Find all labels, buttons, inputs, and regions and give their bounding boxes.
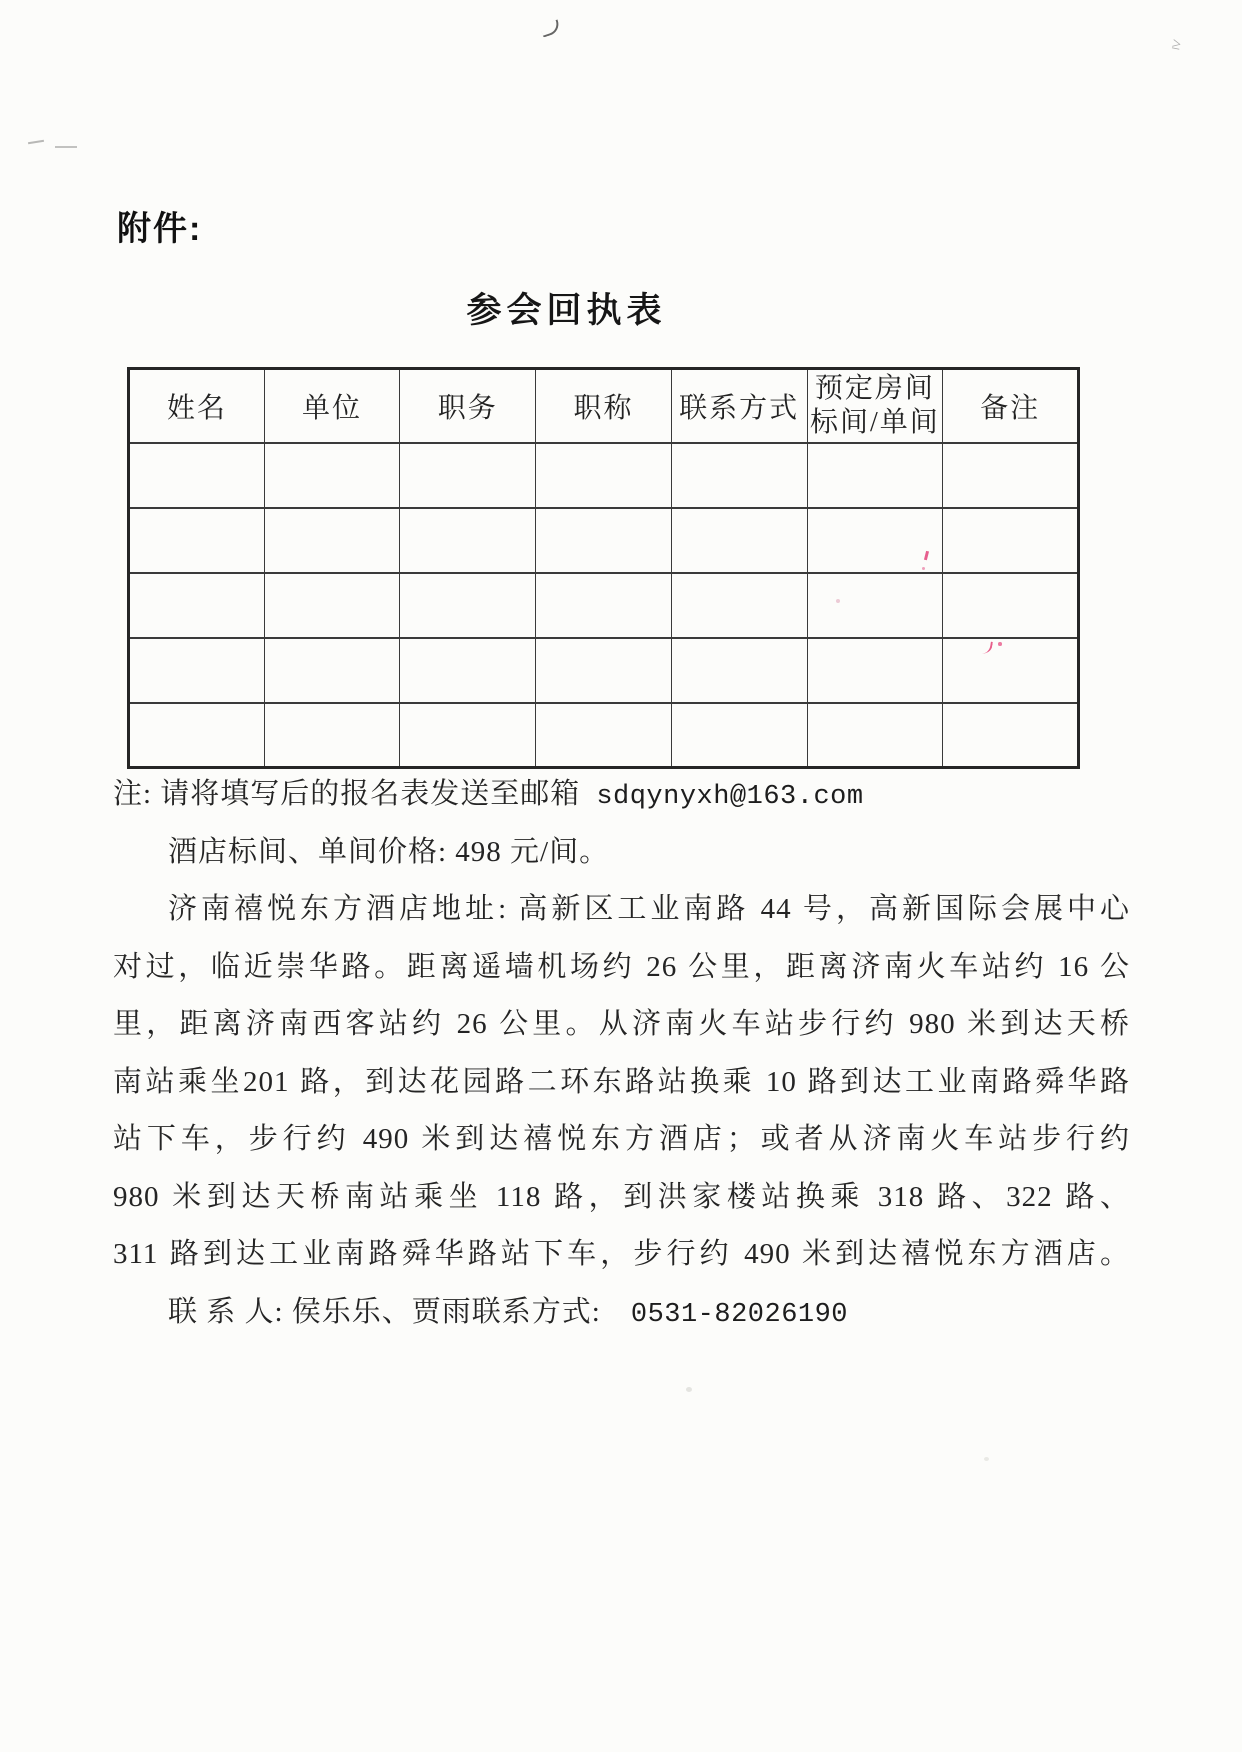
address-line-5: 站下车，步行约 490 米到达禧悦东方酒店；或者从济南火车站步行约 bbox=[113, 1123, 1130, 1155]
address-line-4: 南站乘坐201 路，到达花园路二环东路站换乘 10 路到达工业南路舜华路 bbox=[113, 1065, 1130, 1098]
empty-cell bbox=[129, 573, 265, 638]
header-cell-job-title: 职称 bbox=[536, 369, 672, 443]
empty-cell bbox=[400, 573, 536, 638]
empty-cell bbox=[536, 703, 672, 768]
empty-cell bbox=[400, 443, 536, 508]
address-line-6: 980 米到达天桥南站乘坐 118 路，到洪家楼站换乘 318 路、322 路、 bbox=[113, 1180, 1130, 1213]
contact-line bbox=[113, 1284, 1130, 1342]
reply-table bbox=[127, 367, 1080, 769]
empty-cell bbox=[943, 443, 1079, 508]
address-line-2: 对过，临近崇华路。距离遥墙机场约 26 公里，距离济南火车站约 16 公 bbox=[113, 950, 1130, 983]
header-cell-name: 姓名 bbox=[129, 369, 265, 443]
empty-cell bbox=[400, 638, 536, 703]
header-cell-remarks: 备注 bbox=[943, 369, 1079, 443]
empty-cell bbox=[400, 508, 536, 573]
header-cell-unit: 单位 bbox=[264, 369, 400, 443]
email-address: sdqynyxh@163.com bbox=[596, 782, 864, 812]
scan-artifact-smudge bbox=[984, 1457, 989, 1461]
address-line-3: 里，距离济南西客站约 26 公里。从济南火车站步行约 980 米到达天桥 bbox=[113, 1008, 1130, 1040]
empty-cell bbox=[536, 508, 672, 573]
empty-cell bbox=[264, 703, 400, 768]
address-line-1: 济南禧悦东方酒店地址: 高新区工业南路 44 号，高新国际会展中心 bbox=[168, 893, 1130, 925]
header-cell-room bbox=[807, 369, 943, 443]
empty-cell bbox=[671, 573, 807, 638]
room-header-line-2: 标间/单间 bbox=[809, 406, 940, 438]
header-cell-contact: 联系方式 bbox=[671, 369, 807, 443]
empty-cell bbox=[536, 573, 672, 638]
empty-cell bbox=[807, 443, 943, 508]
empty-cell bbox=[129, 638, 265, 703]
attachment-label: 附件: bbox=[117, 210, 203, 248]
reply-table-header bbox=[129, 369, 1079, 443]
scan-artifact-dash bbox=[55, 146, 77, 148]
empty-cell bbox=[671, 703, 807, 768]
empty-cell bbox=[943, 573, 1079, 638]
scan-artifact-dash bbox=[28, 140, 44, 144]
empty-cell bbox=[671, 508, 807, 573]
empty-cell bbox=[264, 638, 400, 703]
empty-cell bbox=[807, 638, 943, 703]
scan-artifact-pink-mark bbox=[922, 567, 925, 570]
scan-artifact-corner-mark: ≥ bbox=[1170, 35, 1183, 54]
empty-row bbox=[129, 638, 1079, 703]
empty-cell bbox=[807, 508, 943, 573]
empty-cell bbox=[536, 443, 672, 508]
price-note-line: 酒店标间、单间价格: 498 元/间。 bbox=[168, 835, 610, 868]
empty-cell bbox=[264, 508, 400, 573]
header-cell-position: 职务 bbox=[400, 369, 536, 443]
empty-cell bbox=[129, 703, 265, 768]
empty-cell bbox=[943, 638, 1079, 703]
contact-phone: 0531-82026190 bbox=[630, 1299, 849, 1330]
email-note-text: 注: 请将填写后的报名表发送至邮箱 bbox=[113, 778, 581, 810]
empty-row bbox=[129, 573, 1079, 638]
empty-cell bbox=[807, 703, 943, 768]
empty-cell bbox=[943, 508, 1079, 573]
empty-cell bbox=[807, 573, 943, 638]
empty-cell bbox=[264, 573, 400, 638]
empty-cell bbox=[943, 703, 1079, 768]
empty-row bbox=[129, 703, 1079, 768]
scan-artifact-pink-mark bbox=[836, 599, 840, 603]
address-line-7: 311 路到达工业南路舜华路站下车，步行约 490 米到达禧悦东方酒店。 bbox=[113, 1238, 1130, 1270]
email-note-line bbox=[113, 766, 1130, 824]
empty-cell bbox=[536, 638, 672, 703]
reply-table-body bbox=[129, 443, 1079, 768]
contact-label: 联 系 人: 侯乐乐、贾雨联系方式: bbox=[168, 1295, 601, 1328]
table-title: 参会回执表 bbox=[466, 291, 667, 330]
scan-artifact-pink-mark bbox=[998, 642, 1002, 646]
empty-row bbox=[129, 443, 1079, 508]
empty-cell bbox=[129, 508, 265, 573]
header-row bbox=[129, 369, 1079, 443]
empty-cell bbox=[671, 638, 807, 703]
scan-artifact-smudge bbox=[686, 1387, 692, 1392]
empty-cell bbox=[400, 703, 536, 768]
room-header-line-1: 预定房间 bbox=[814, 372, 935, 404]
notes-section bbox=[113, 766, 1130, 1341]
empty-cell bbox=[264, 443, 400, 508]
scan-artifact-squiggle bbox=[539, 19, 561, 37]
empty-row bbox=[129, 508, 1079, 573]
empty-cell bbox=[129, 443, 265, 508]
empty-cell bbox=[671, 443, 807, 508]
